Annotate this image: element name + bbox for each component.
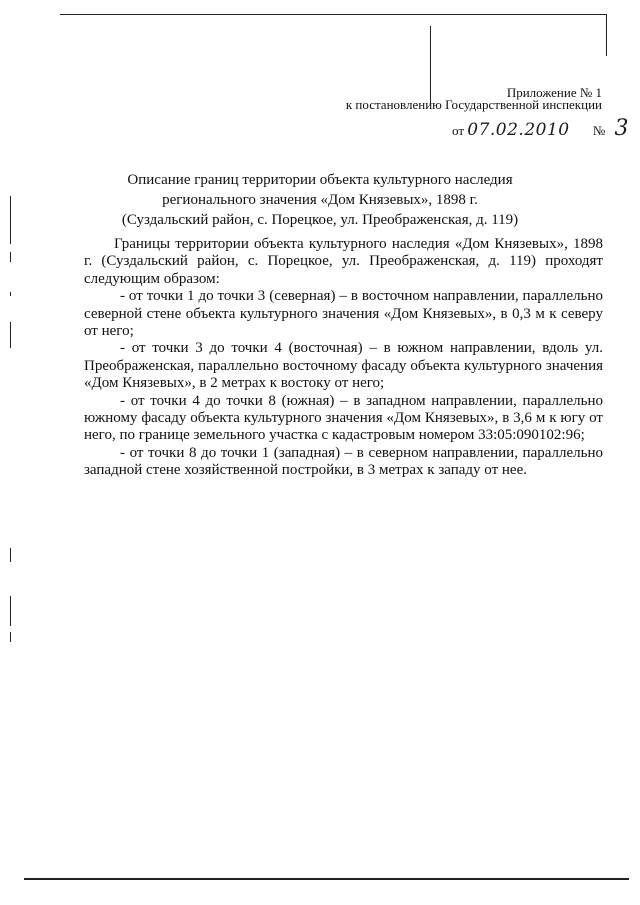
boundary-item-west: - от точки 8 до точки 1 (западная) – в северном направлении, параллельно западной стене хозяйственной постройки, в 3 метрах к западу от нее.	[84, 444, 603, 479]
intro-paragraph: Границы территории объекта культурного наследия «Дом Князевых», 1898 г. (Суздальский район, с. Порецкое, ул. Преображенская, д. 119) проходят следующим образом:	[84, 236, 603, 287]
boundary-item-east: - от точки 3 до точки 4 (восточная) – в южном направлении, вдоль ул. Преображенская, параллельно восточному фасаду объекта культурного значения «Дом Князевых», в 2 метрах к востоку от него;	[84, 340, 603, 392]
scan-line-left-7	[10, 632, 11, 642]
scan-line-right	[606, 14, 607, 56]
document-body	[84, 236, 603, 480]
decree-date-prefix: от	[452, 123, 465, 138]
appendix-number: Приложение № 1	[506, 85, 602, 100]
scan-line-left-2	[10, 252, 11, 262]
boundary-item-north: - от точки 1 до точки 3 (северная) – в восточном направлении, параллельно северной стене объекта культурного значения «Дом Князевых», в 0,3 м к северу от него;	[84, 288, 603, 340]
scan-line-left-4	[10, 322, 11, 348]
decree-date-handwritten: 07.02.2010	[467, 120, 570, 140]
scan-line-center-top	[430, 26, 431, 104]
title-line-3: (Суздальский район, с. Порецкое, ул. Преображенская, д. 119)	[121, 212, 519, 228]
document-title	[0, 170, 640, 230]
boundary-item-south: - от точки 4 до точки 8 (южная) – в западном направлении, параллельно южному фасаду объекта культурного значения «Дом Князевых», в 3,6 м к югу от него, по границе земельного участка с кадастровым номером 33:05:090102:96;	[84, 392, 603, 444]
scan-line-left-3	[10, 292, 11, 296]
scan-line-bottom	[24, 878, 629, 880]
decree-reference	[452, 116, 629, 141]
decree-number-handwritten: 3	[614, 116, 629, 141]
scan-line-left-5	[10, 548, 11, 562]
decree-number-label: №	[592, 123, 606, 138]
scan-line-left-6	[10, 596, 11, 626]
appendix-reference: к постановлению Государственной инспекции	[345, 97, 602, 112]
scan-line-top	[60, 14, 606, 15]
title-line-2: регионального значения «Дом Князевых», 1898 г.	[162, 192, 478, 208]
title-line-1: Описание границ территории объекта культурного наследия	[127, 172, 513, 188]
